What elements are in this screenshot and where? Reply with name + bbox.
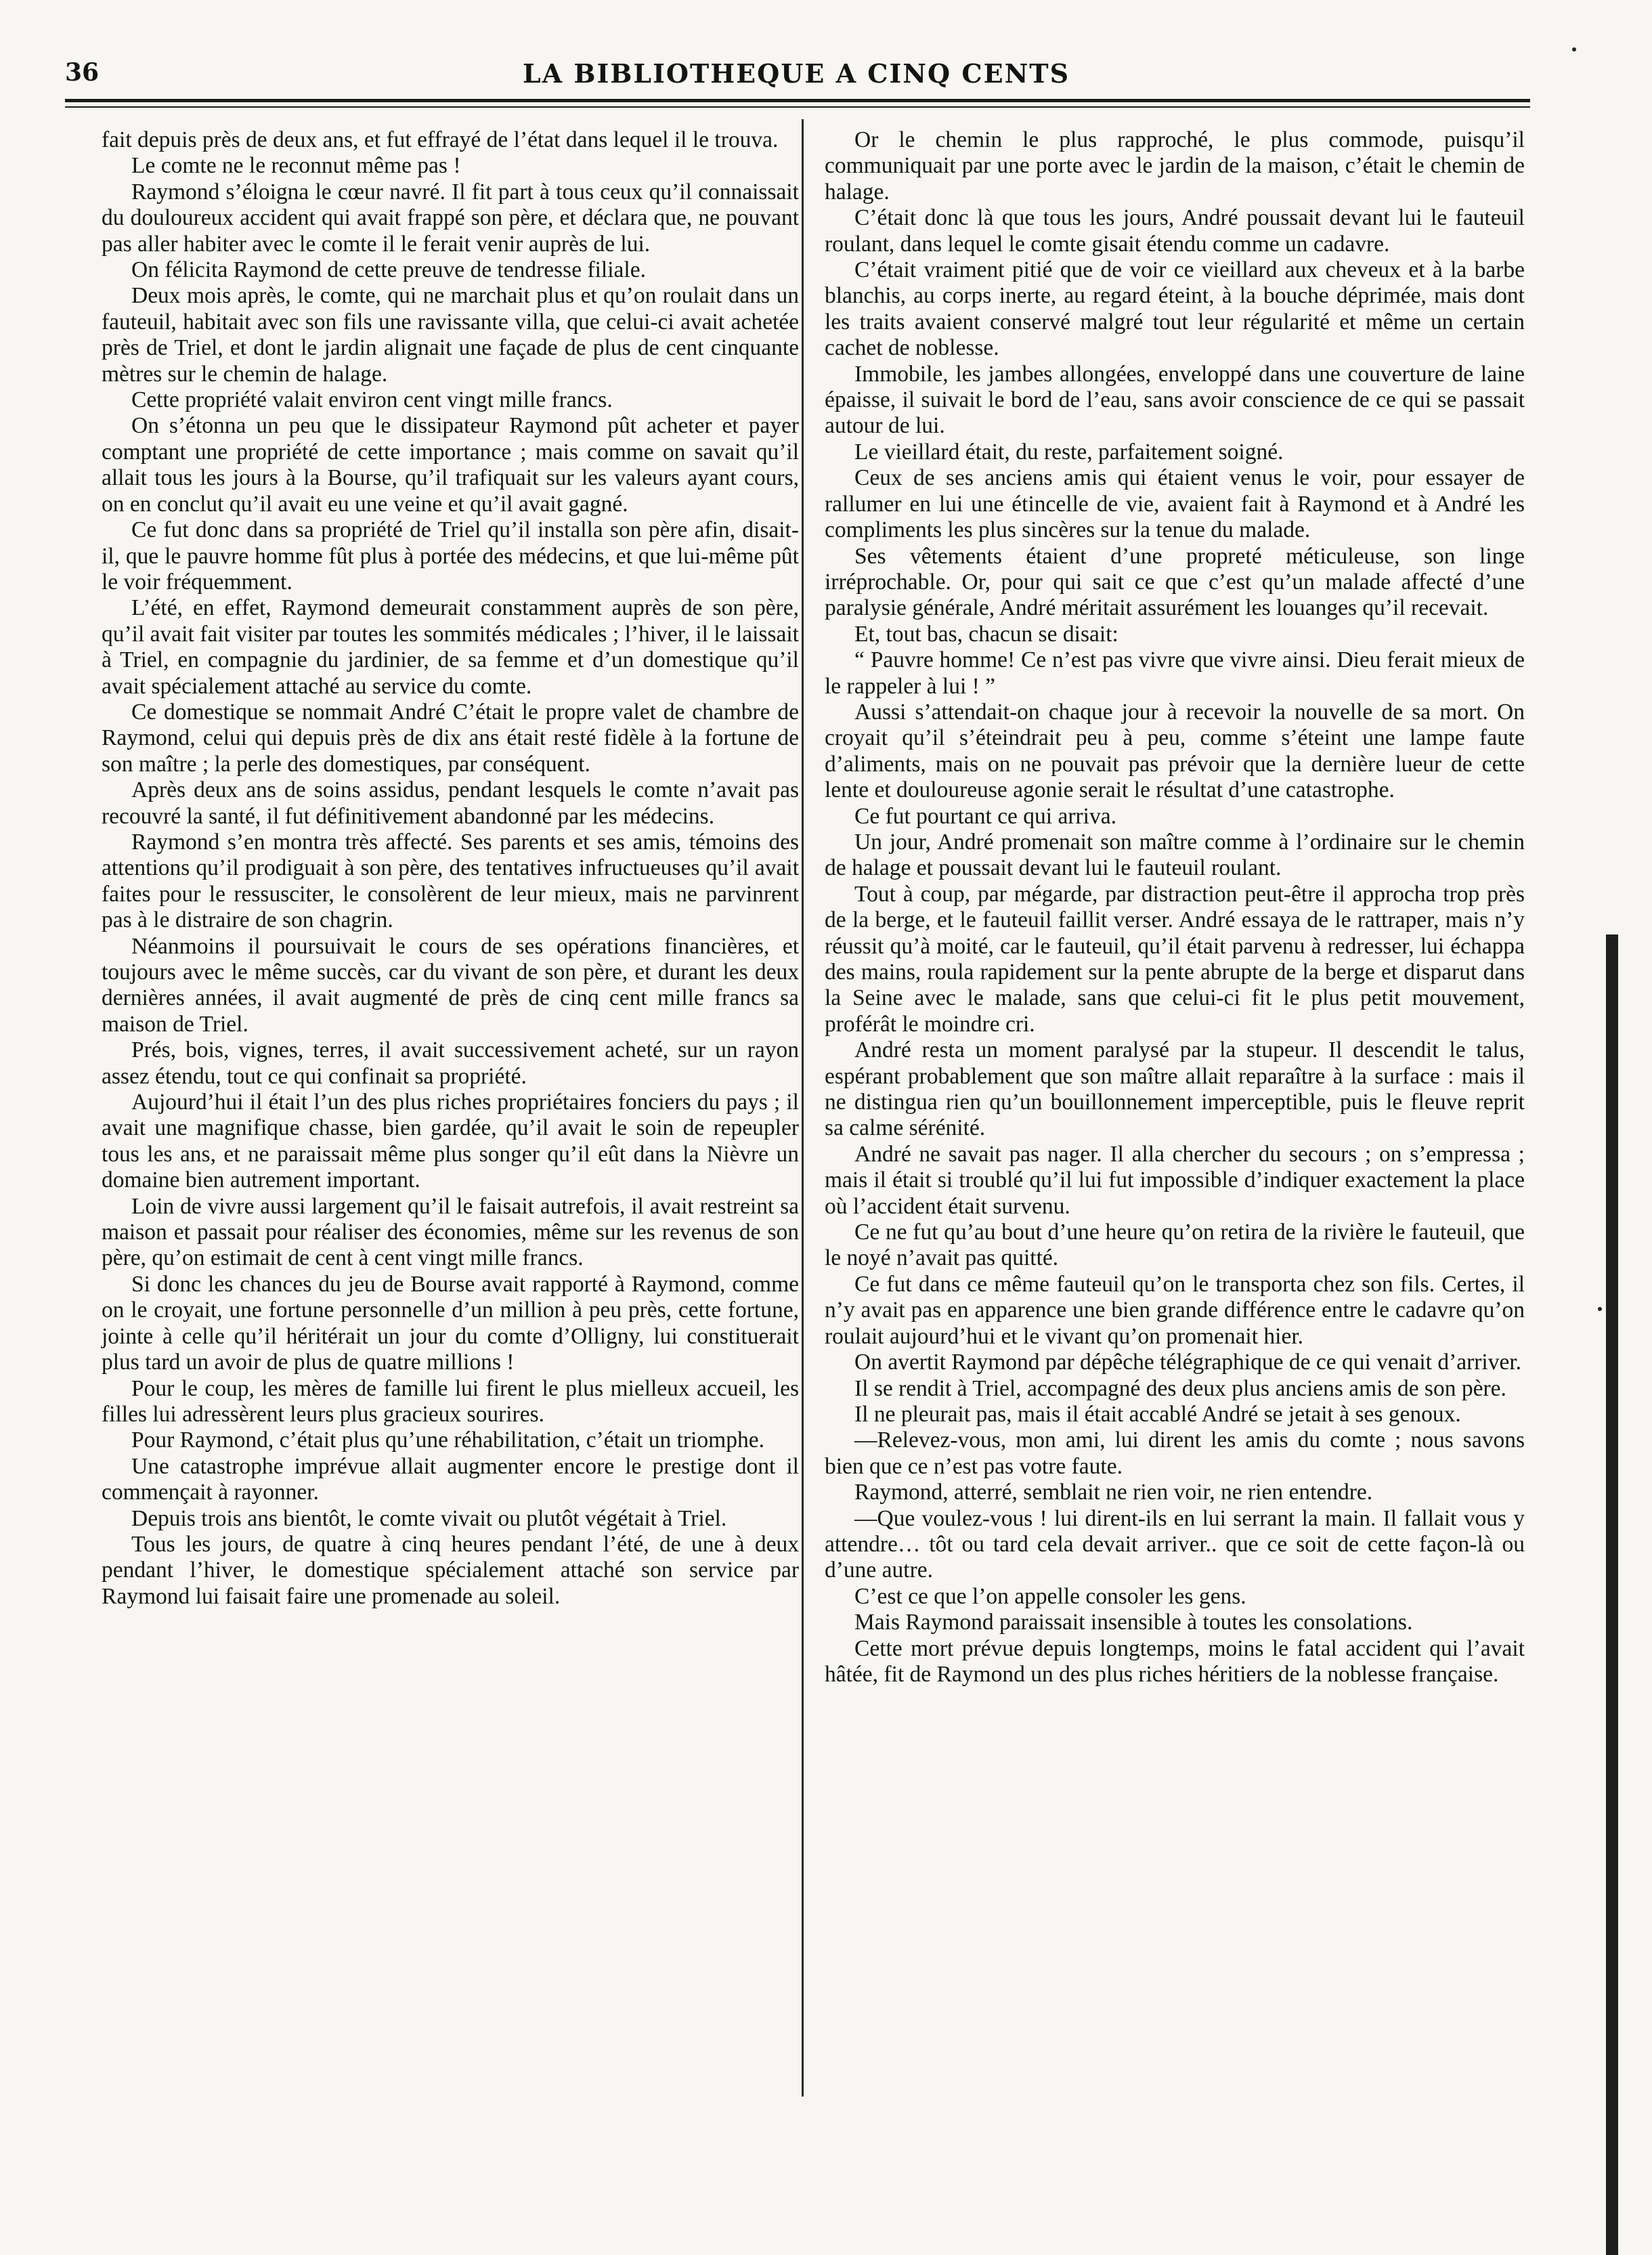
paragraph: C’était donc là que tous les jours, André poussait devant lui le fauteuil roulant, dans lequel le comte gisait étendu comme un cadavre. bbox=[825, 205, 1525, 257]
paragraph: Aujourd’hui il était l’un des plus riches propriétaires fonciers du pays ; il avait une magnifique chasse, bien gardée, qu’il avait le soin de repeupler tous les ans, et ne paraissait même plus songer qu’il eût dans la Nièvre un domaine bien autrement important. bbox=[102, 1090, 799, 1193]
paragraph: —Que voulez-vous ! lui dirent-ils en lui serrant la main. Il fallait vous y attendre… tôt ou tard cela devait arriver.. que ce soit de cette façon-là ou d’une autre. bbox=[825, 1505, 1525, 1583]
paragraph: Or le chemin le plus rapproché, le plus commode, puisqu’il communiquait par une porte avec le jardin de la maison, c’était le chemin de halage. bbox=[825, 127, 1525, 205]
paragraph: L’été, en effet, Raymond demeurait constamment auprès de son père, qu’il avait fait visiter par toutes les sommités médicales ; l’hiver, il le laissait à Triel, en compagnie du jardinier, de sa femme et d’un domestique qu’il avait spécialement attaché au service du comte. bbox=[102, 595, 799, 699]
paragraph: Immobile, les jambes allongées, enveloppé dans une couverture de laine épaisse, il suivait le bord de l’eau, sans avoir conscience de ce qui se passait autour de lui. bbox=[825, 361, 1525, 439]
paragraph: C’est ce que l’on appelle consoler les gens. bbox=[854, 1583, 1246, 1609]
paragraph: Loin de vivre aussi largement qu’il le faisait autrefois, il avait restreint sa maison et passait pour réaliser des économies, même sur les revenus de son père, qu’on estimait de cent à cent vingt mille francs. bbox=[102, 1193, 799, 1271]
paragraph: Après deux ans de soins assidus, pendant lesquels le comte n’avait pas recouvré la santé, il fut définitivement abandonné par les médecins. bbox=[102, 777, 799, 829]
paragraph: Ce fut dans ce même fauteuil qu’on le transporta chez son fils. Certes, il n’y avait pas en apparence une bien grande différence entre le cadavre qu’on roulait aujourd’hui et le vivant qu’on promenait hier. bbox=[825, 1271, 1525, 1349]
paragraph: Ce fut donc dans sa propriété de Triel qu’il installa son père afin, disait-il, que le pauvre homme fût plus à portée des médecins, et que lui-même pût le voir fréquemment. bbox=[102, 517, 799, 595]
scan-speck bbox=[1598, 1307, 1602, 1311]
paragraph: Deux mois après, le comte, qui ne marchait plus et qu’on roulait dans un fauteuil, habitait avec son fils une ravissante villa, que celui-ci avait achetée près de Triel, et dont le jardin alignait une façade de plus de cent cinquante mètres sur le chemin de halage. bbox=[102, 283, 799, 387]
paragraph: Et, tout bas, chacun se disait: bbox=[854, 621, 1118, 647]
paragraph: André ne savait pas nager. Il alla chercher du secours ; on s’empressa ; mais il était si troublé qu’il lui fut impossible d’indiquer exactement la place où l’accident était survenu. bbox=[825, 1141, 1525, 1219]
header-rule-thin bbox=[65, 106, 1530, 108]
paragraph: C’était vraiment pitié que de voir ce vieillard aux cheveux et à la barbe blanchis, au corps inerte, au regard éteint, à la bouche déprimée, mais dont les traits avaient conservé malgré tout leur régularité et même un certain cachet de noblesse. bbox=[825, 257, 1525, 361]
paragraph: On avertit Raymond par dépêche télégraphique de ce qui venait d’arriver. bbox=[854, 1350, 1522, 1375]
paragraph: Ce domestique se nommait André C’était le propre valet de chambre de Raymond, celui qui depuis près de dix ans était resté fidèle à la fortune de son maître ; la perle des domestiques, par conséquent. bbox=[102, 699, 799, 777]
paragraph: Ce fut pourtant ce qui arriva. bbox=[854, 803, 1116, 829]
paragraph: Le vieillard était, du reste, parfaitement soigné. bbox=[854, 439, 1284, 465]
paragraph: Raymond s’éloigna le cœur navré. Il fit part à tous ceux qu’il connaissait du douloureux accident qui avait frappé son père, et déclara que, ne pouvant pas aller habiter avec le comte il le ferait venir auprès de lui. bbox=[102, 179, 799, 257]
paragraph: Depuis trois ans bientôt, le comte vivait ou plutôt végétait à Triel. bbox=[131, 1505, 727, 1531]
paragraph: Tout à coup, par mégarde, par distraction peut-être il approcha trop près de la berge, et le fauteuil faillit verser. André essaya de le rattraper, mais n’y réussit qu’à moité, car le fauteuil, qu’il était parvenu à redresser, lui échappa des mains, roula rapidement sur la pente abrupte de la berge et disparut dans la Seine avec le malade, sans que celui-ci fit le plus petit mouvement, proférât le moindre cri. bbox=[825, 881, 1525, 1037]
scan-edge-shadow bbox=[1606, 935, 1618, 2255]
right-column bbox=[825, 127, 1525, 1688]
paragraph: Aussi s’attendait-on chaque jour à recevoir la nouvelle de sa mort. On croyait qu’il s’éteindrait peu à peu, comme s’éteint une lampe faute d’aliments, mais on ne pouvait pas prévoir que la dernière lueur de cette lente et douloureuse agonie serait le résultat d’une catastrophe. bbox=[825, 699, 1525, 803]
paragraph: Ce ne fut qu’au bout d’une heure qu’on retira de la rivière le fauteuil, que le noyé n’avait pas quitté. bbox=[825, 1220, 1525, 1271]
page-header bbox=[65, 57, 1527, 98]
left-column bbox=[102, 127, 799, 1610]
paragraph: Pour Raymond, c’était plus qu’une réhabilitation, c’était un triomphe. bbox=[131, 1427, 764, 1453]
running-title: LA BIBLIOTHEQUE A CINQ CENTS bbox=[522, 58, 1070, 89]
page-number: 36 bbox=[65, 58, 100, 87]
header-rule-thick bbox=[65, 99, 1530, 102]
paragraph: —Relevez-vous, mon ami, lui dirent les amis du comte ; nous savons bien que ce n’est pas votre faute. bbox=[825, 1427, 1525, 1479]
paragraph: Cette propriété valait environ cent vingt mille francs. bbox=[131, 387, 613, 413]
column-divider bbox=[802, 119, 804, 2097]
scan-speck bbox=[1572, 47, 1576, 51]
paragraph: Pour le coup, les mères de famille lui firent le plus mielleux accueil, les filles lui adressèrent leurs plus gracieux sourires. bbox=[102, 1375, 799, 1427]
paragraph: Néanmoins il poursuivait le cours de ses opérations financières, et toujours avec le même succès, car du vivant de son père, et durant les deux dernières années, il avait augmenté de près de cinq cent mille francs sa maison de Triel. bbox=[102, 933, 799, 1037]
paragraph: Si donc les chances du jeu de Bourse avait rapporté à Raymond, comme on le croyait, une fortune personnelle d’un million à peu près, cette fortune, jointe à celle qu’il héritérait un jour du comte d’Olligny, lui constituerait plus tard un avoir de plus de quatre millions ! bbox=[102, 1271, 799, 1375]
paragraph: Prés, bois, vignes, terres, il avait successivement acheté, sur un rayon assez étendu, tout ce qui confinait sa propriété. bbox=[102, 1037, 799, 1089]
paragraph: Raymond s’en montra très affecté. Ses parents et ses amis, témoins des attentions qu’il prodiguait à son père, des tentatives infructueuses qu’il avait faites pour le ressusciter, le consolèrent de leur mieux, mais ne parvinrent pas à le distraire de son chagrin. bbox=[102, 829, 799, 933]
paragraph: Raymond, atterré, semblait ne rien voir, ne rien entendre. bbox=[854, 1480, 1373, 1505]
paragraph: Le comte ne le reconnut même pas ! bbox=[131, 153, 461, 179]
paragraph: “ Pauvre homme! Ce n’est pas vivre que vivre ainsi. Dieu ferait mieux de le rappeler à lui ! ” bbox=[825, 647, 1525, 699]
paragraph: On s’étonna un peu que le dissipateur Raymond pût acheter et payer comptant une propriété de cette importance ; mais comme on savait qu’il allait tous les jours à la Bourse, qu’il trafiquait sur les valeurs ayant cours, on en conclut qu’il avait eu une veine et qu’il avait gagné. bbox=[102, 413, 799, 517]
paragraph: Ses vêtements étaient d’une propreté méticuleuse, son linge irréprochable. Or, pour qui sait ce que c’est qu’un malade affecté d’une paralysie générale, André méritait assurément les louanges qu’il recevait. bbox=[825, 543, 1525, 621]
paragraph: Ceux de ses anciens amis qui étaient venus le voir, pour essayer de rallumer en lui une étincelle de vie, avaient fait à Raymond et à André les compliments les plus sincères sur la tenue du malade. bbox=[825, 465, 1525, 543]
paragraph: fait depuis près de deux ans, et fut effrayé de l’état dans lequel il le trouva. bbox=[102, 127, 779, 152]
paragraph: Mais Raymond paraissait insensible à toutes les consolations. bbox=[854, 1610, 1413, 1635]
paragraph: André resta un moment paralysé par la stupeur. Il descendit le talus, espérant probablement que son maître allait reparaître à la surface : mais il ne distingua rien qu’un bouillonnement imperceptible, puis le fleuve reprit sa calme sérénité. bbox=[825, 1037, 1525, 1141]
paragraph: On félicita Raymond de cette preuve de tendresse filiale. bbox=[131, 257, 646, 283]
paragraph: Il se rendit à Triel, accompagné des deux plus anciens amis de son père. bbox=[854, 1375, 1506, 1401]
paragraph: Un jour, André promenait son maître comme à l’ordinaire sur le chemin de halage et poussait devant lui le fauteuil roulant. bbox=[825, 829, 1525, 881]
paragraph: Cette mort prévue depuis longtemps, moins le fatal accident qui l’avait hâtée, fit de Raymond un des plus riches héritiers de la noblesse française. bbox=[825, 1635, 1525, 1687]
paragraph: Une catastrophe imprévue allait augmenter encore le prestige dont il commençait à rayonner. bbox=[102, 1453, 799, 1505]
paragraph: Il ne pleurait pas, mais il était accablé André se jetait à ses genoux. bbox=[854, 1401, 1461, 1427]
paragraph: Tous les jours, de quatre à cinq heures pendant l’été, de une à deux pendant l’hiver, le domestique spécialement attaché son service par Raymond lui faisait faire une promenade au soleil. bbox=[102, 1531, 799, 1609]
